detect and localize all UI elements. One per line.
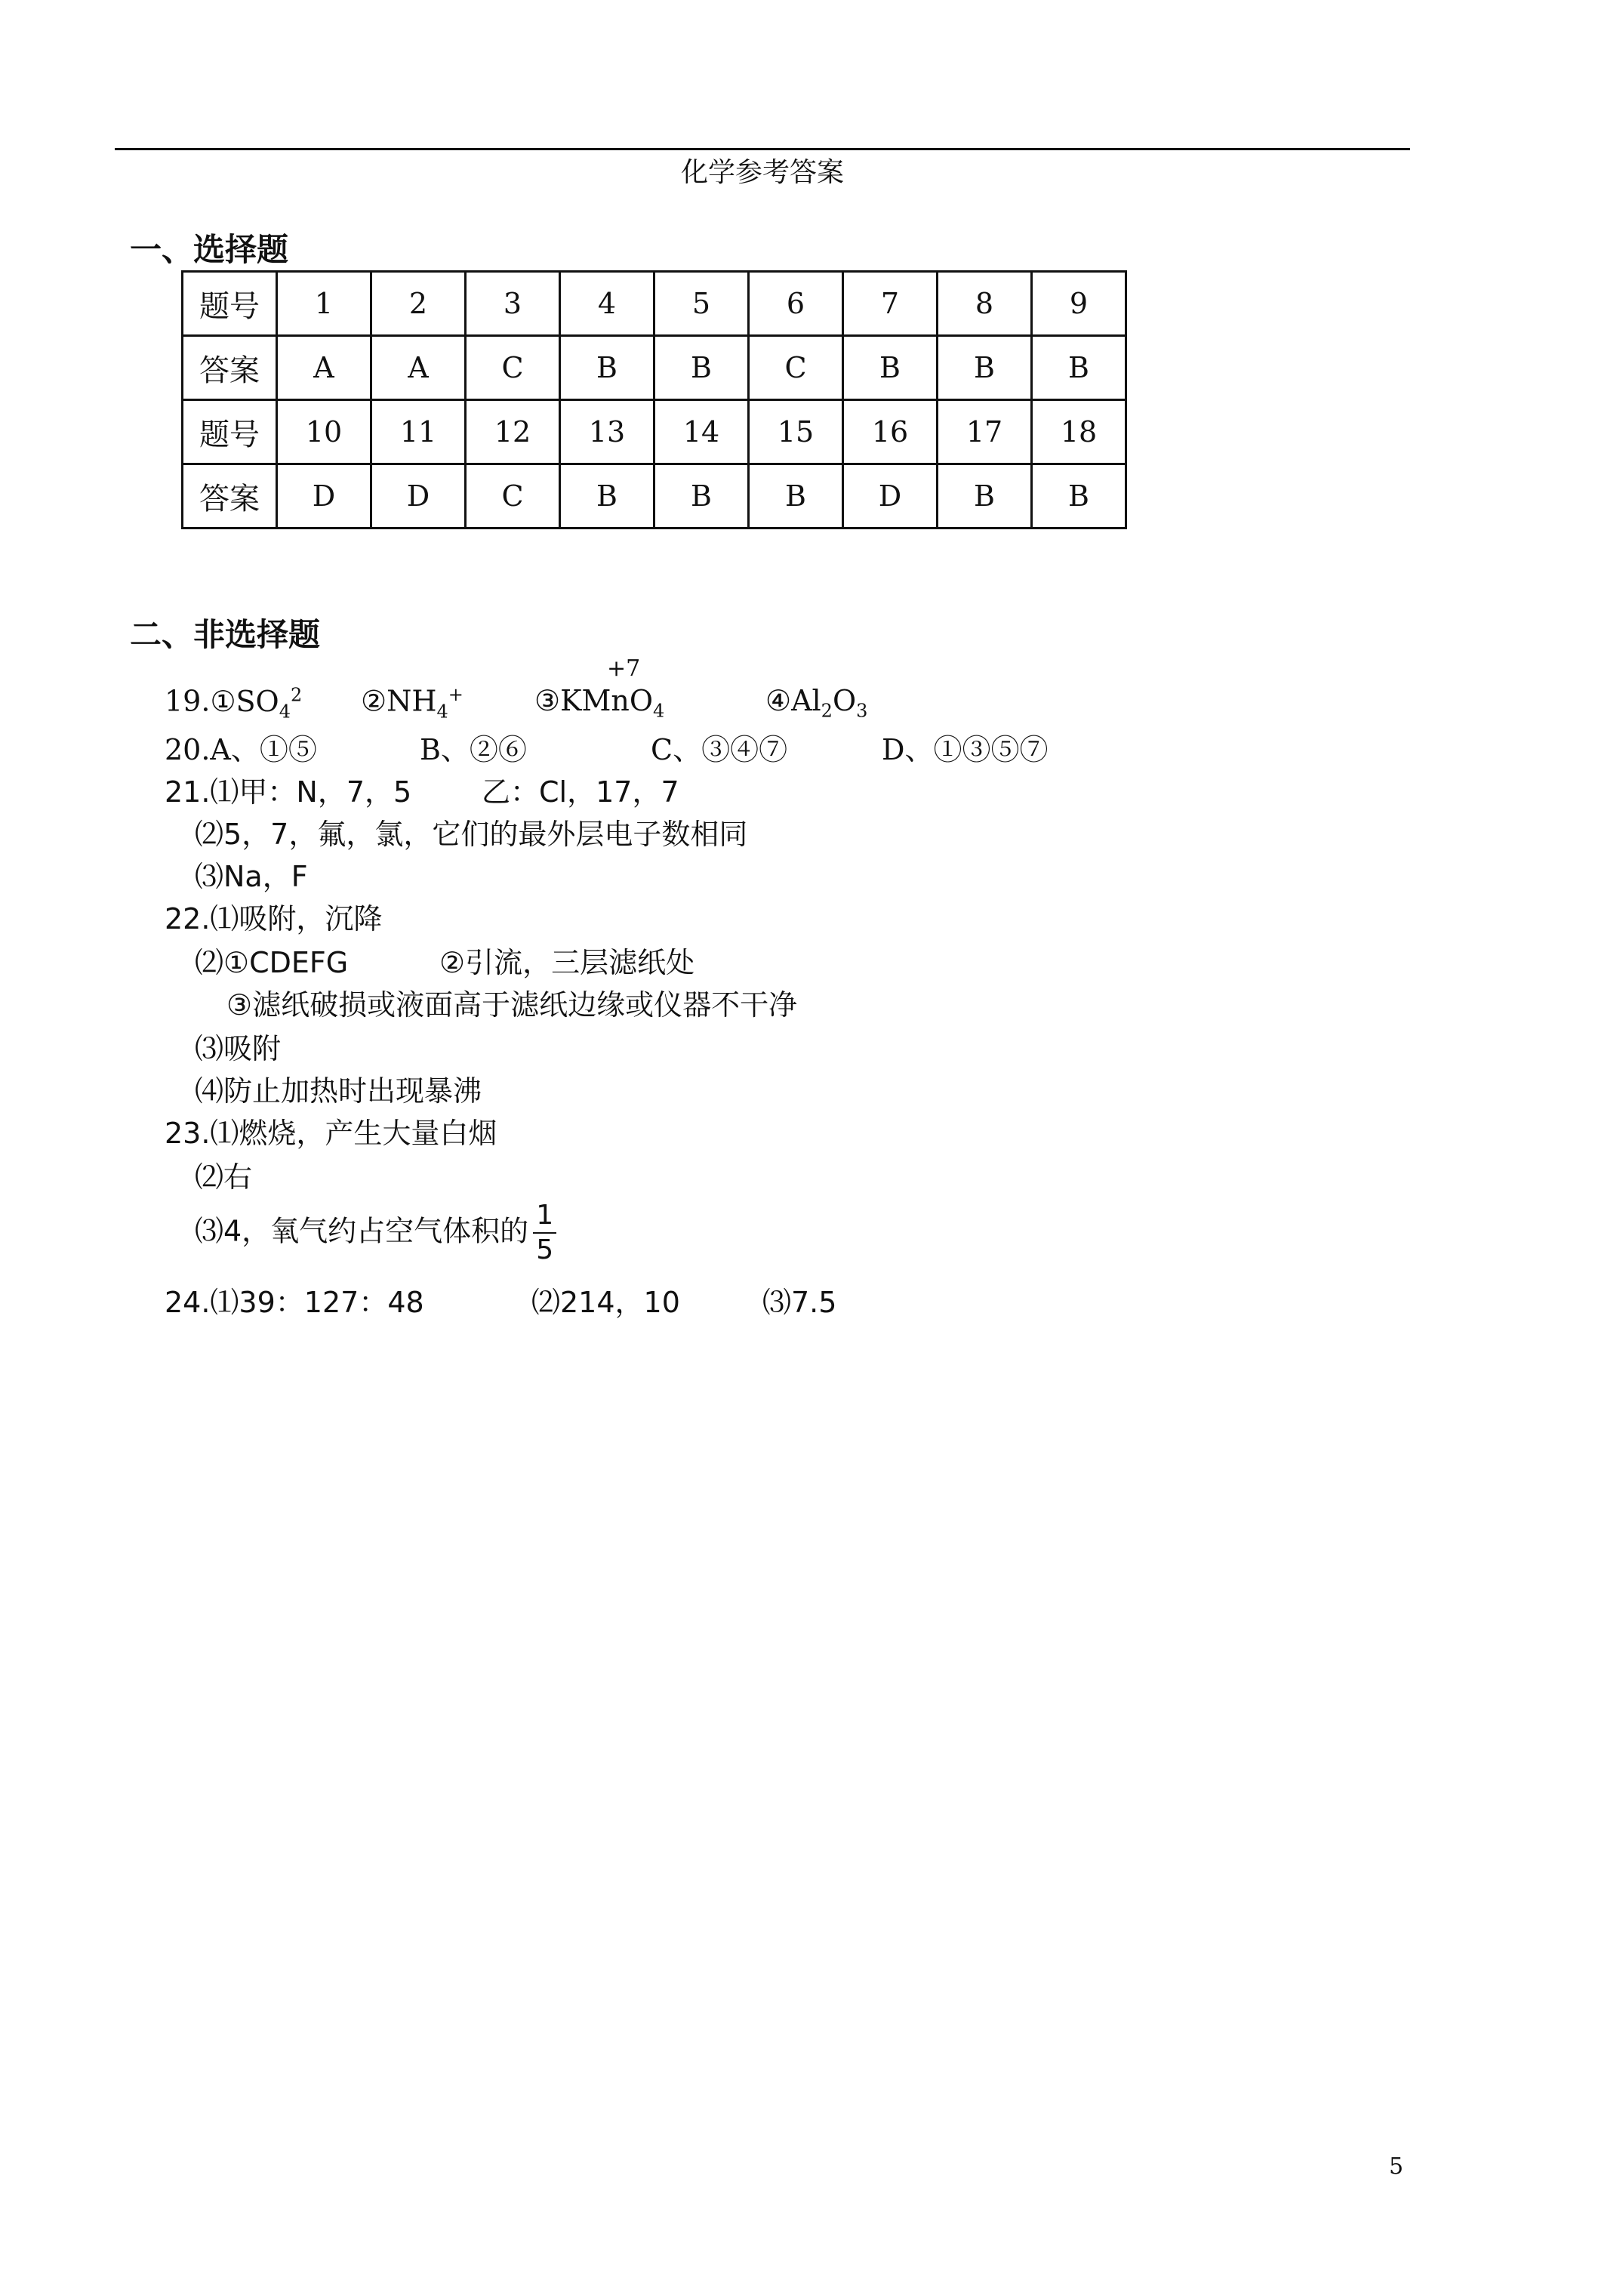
table-cell: 16 [843,400,938,464]
q22-line-3: ③滤纸破损或液面高于滤纸边缘或仪器不干净 [226,988,798,1022]
row-label-cell: 题号 [183,400,277,464]
q19-number: 19. [165,684,211,718]
q23-line-3: ⑶4，氧气约占空气体积的 $\frac{1}{5}$ [195,1202,556,1264]
table-row [183,464,1126,529]
q21-line-1b: 乙：Cl，17，7 [482,775,679,809]
one-fifth-fraction: $\frac{1}{5}$ [533,1202,556,1264]
table-cell: 10 [277,400,371,464]
q22-line-2b: ②引流，三层滤纸处 [439,946,695,979]
table-cell: 8 [938,272,1032,336]
q19-oxidation-state: +7 [607,655,641,682]
q23-line-2: ⑵右 [195,1160,253,1194]
table-cell: B [654,464,749,529]
q24-answer-2: ⑵214，10 [531,1286,680,1319]
table-row [183,272,1126,336]
table-cell: B [560,464,654,529]
table-cell: 14 [654,400,749,464]
q24-answer-3: ⑶7.5 [762,1286,837,1319]
q21-line-1a: 21.⑴甲：N，7，5 [165,775,412,809]
q19-answer-1: $①SO_4^2$ [210,684,303,723]
table-cell: B [654,336,749,400]
answer-table [181,270,1127,529]
table-cell: 6 [749,272,843,336]
table-cell: B [843,336,938,400]
table-cell: 9 [1032,272,1126,336]
table-cell: 11 [371,400,466,464]
table-cell: D [843,464,938,529]
table-row [183,336,1126,400]
table-cell: A [277,336,371,400]
table-cell: A [371,336,466,400]
q20-answer-a: 20.A、①⑤ [165,733,317,766]
page-number: 5 [1389,2153,1404,2180]
q19-answer-4: $④Al_2O_3$ [765,684,868,722]
table-cell: C [466,336,560,400]
section1-heading: 一、选择题 [130,231,289,268]
table-cell: B [1032,464,1126,529]
table-cell: 3 [466,272,560,336]
q22-line-2a: ⑵①CDEFG [195,946,349,979]
table-cell: B [938,336,1032,400]
table-cell: B [938,464,1032,529]
table-cell: 15 [749,400,843,464]
table-cell: C [749,336,843,400]
table-row [183,400,1126,464]
table-cell: 5 [654,272,749,336]
q22-line-5: ⑷防止加热时出现暴沸 [195,1074,482,1108]
q21-line-3: ⑶Na，F [195,860,308,893]
page-title: 化学参考答案 [680,157,844,188]
row-label-cell: 题号 [183,272,277,336]
table-cell: D [277,464,371,529]
q20-answer-b: B、②⑥ [420,733,527,766]
table-cell: B [749,464,843,529]
q22-line-1: 22.⑴吸附，沉降 [165,902,383,935]
row-label-cell: 答案 [183,464,277,529]
q20-answer-d: D、①③⑤⑦ [882,733,1049,766]
table-cell: 7 [843,272,938,336]
q23-line-1: 23.⑴燃烧，产生大量白烟 [165,1117,497,1150]
q21-line-2: ⑵5，7，氟，氯，它们的最外层电子数相同 [195,818,748,851]
table-cell: D [371,464,466,529]
table-cell: 4 [560,272,654,336]
table-cell: B [560,336,654,400]
table-cell: 2 [371,272,466,336]
q24-answer-1: 24.⑴39：127：48 [165,1286,424,1319]
table-cell: C [466,464,560,529]
table-cell: 12 [466,400,560,464]
q19-answer-3: ③KMnO$_4$ [534,684,665,722]
table-cell: B [1032,336,1126,400]
q22-line-4: ⑶吸附 [195,1032,282,1065]
table-cell: 18 [1032,400,1126,464]
q19-answer-2: $②NH_4^+$ [361,684,463,723]
q20-answer-c: C、③④⑦ [651,733,788,766]
header-rule [115,148,1410,150]
q19-line [165,684,302,722]
section2-heading: 二、非选择题 [130,616,321,653]
table-cell: 17 [938,400,1032,464]
table-cell: 1 [277,272,371,336]
table-cell: 13 [560,400,654,464]
row-label-cell: 答案 [183,336,277,400]
